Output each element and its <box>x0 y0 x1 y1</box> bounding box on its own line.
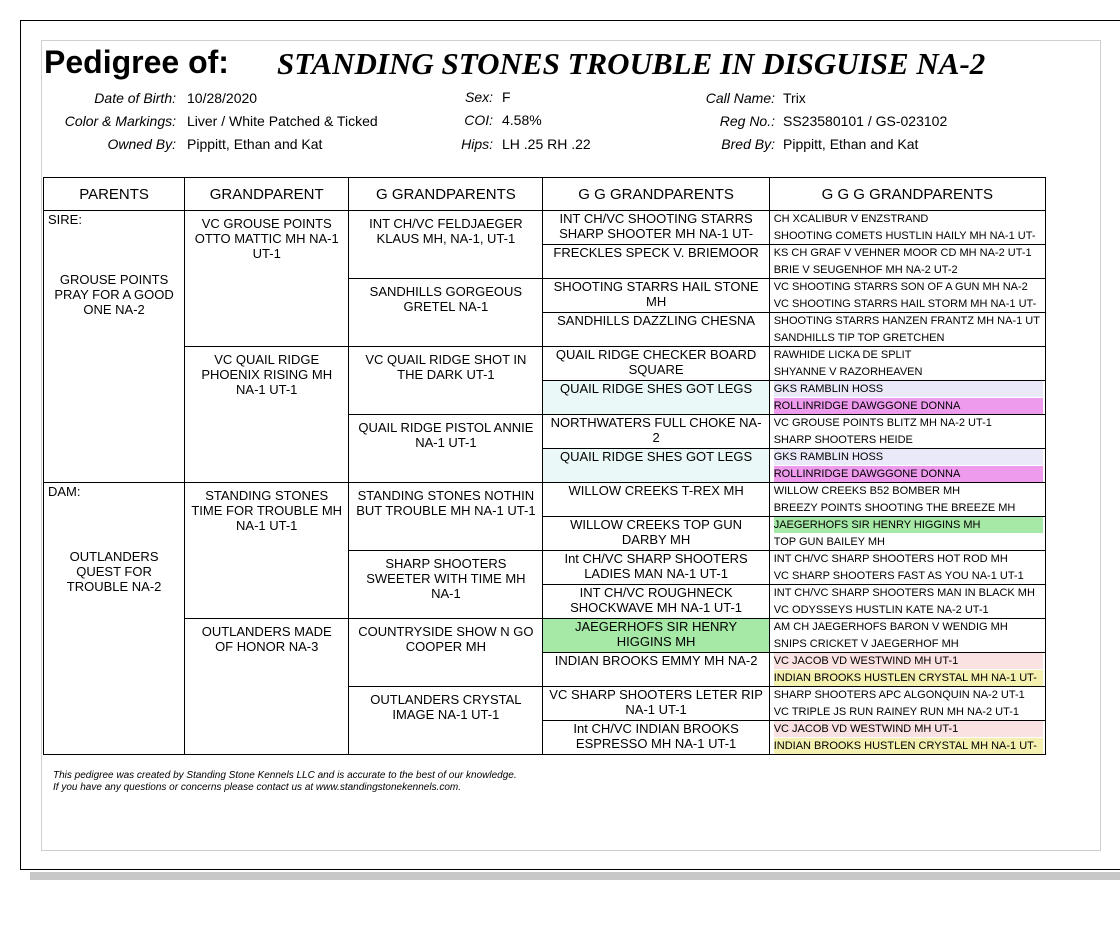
ggg-grandparent-name: SHOOTING STARRS HANZEN FRANTZ MH NA-1 UT <box>773 315 1040 327</box>
ggg-grandparent-name: RAWHIDE LICKA DE SPLIT <box>773 349 912 361</box>
ggg-grandparent-name: INDIAN BROOKS HUSTLEN CRYSTAL MH NA-1 UT- <box>774 670 1043 686</box>
hips-label: Hips: <box>461 136 493 152</box>
sex-label: Sex: <box>464 89 493 105</box>
sire-cell <box>44 211 185 483</box>
ggg-grandparent-name: INT CH/VC SHARP SHOOTERS HOT ROD MH <box>773 553 1008 565</box>
ggg-grandparent-name: SHARP SHOOTERS APC ALGONQUIN NA-2 UT-1 <box>773 689 1025 701</box>
dob-value: 10/28/2020 <box>187 90 258 106</box>
g-grandparent-cell: STANDING STONES NOTHIN BUT TROUBLE MH NA-1 UT-1 <box>349 483 543 551</box>
gg-grandparent-name: FRECKLES SPECK V. BRIEMOOR <box>553 245 759 260</box>
ggg-grandparent-cell <box>769 415 1045 432</box>
header-row <box>44 178 1046 211</box>
dog-name-title: STANDING STONES TROUBLE IN DISGUISE NA-2 <box>277 46 986 81</box>
dam-cell <box>44 483 185 755</box>
ggg-grandparent-name: ROLLINRIDGE DAWGGONE DONNA <box>774 466 1043 482</box>
g-grandparent-cell: VC QUAIL RIDGE SHOT IN THE DARK UT-1 <box>349 347 543 415</box>
ggg-grandparent-name: VC SHARP SHOOTERS FAST AS YOU NA-1 UT-1 <box>773 569 1024 582</box>
g-grandparent-cell: SHARP SHOOTERS SWEETER WITH TIME MH NA-1 <box>349 551 543 619</box>
ggg-grandparent-cell <box>769 500 1045 517</box>
ggg-grandparent-cell <box>769 636 1045 653</box>
ggg-grandparent-name: SHARP SHOOTERS HEIDE <box>773 433 913 446</box>
col-header-ggg-grandparents: G G G GRANDPARENTS <box>769 178 1045 211</box>
ggg-grandparent-name: INDIAN BROOKS HUSTLEN CRYSTAL MH NA-1 UT- <box>774 738 1043 754</box>
pedigree-row <box>44 211 1046 228</box>
footer-line-1: This pedigree was created by Standing Stone Kennels LLC and is accurate to the best of our knowledge. <box>53 770 517 781</box>
sex-value: F <box>502 89 511 105</box>
gg-grandparent-name: INDIAN BROOKS EMMY MH NA-2 <box>554 653 758 668</box>
ggg-grandparent-name: KS CH GRAF V VEHNER MOOR CD MH NA-2 UT-1 <box>773 247 1032 259</box>
ggg-grandparent-cell <box>769 551 1045 568</box>
ggg-grandparent-cell <box>769 347 1045 364</box>
ggg-grandparent-name: BRIE V SEUGENHOF MH NA-2 UT-2 <box>773 263 958 276</box>
pedigree-row <box>44 483 1046 500</box>
ggg-grandparent-cell <box>769 704 1045 721</box>
col-header-grandparent: GRANDPARENT <box>185 178 349 211</box>
ggg-grandparent-cell <box>769 228 1045 245</box>
pedigree-row <box>44 347 1046 364</box>
ggg-grandparent-name: GKS RAMBLIN HOSS <box>774 381 1043 397</box>
ggg-grandparent-name: VC JACOB VD WESTWIND MH UT-1 <box>774 721 1043 737</box>
pedigree-row <box>44 619 1046 636</box>
gg-grandparent-cell <box>543 653 769 687</box>
ggg-grandparent-cell <box>769 738 1045 755</box>
ggg-grandparent-cell <box>769 449 1045 466</box>
pedigree-table <box>43 177 1046 755</box>
ggg-grandparent-cell <box>769 483 1045 500</box>
ggg-grandparent-cell <box>769 262 1045 279</box>
reg-no-label: Reg No.: <box>719 113 775 129</box>
ggg-grandparent-cell <box>769 296 1045 313</box>
gg-grandparent-cell <box>543 313 769 347</box>
call-name-value: Trix <box>783 90 806 106</box>
gg-grandparent-cell <box>543 687 769 721</box>
ggg-grandparent-name: GKS RAMBLIN HOSS <box>774 449 1043 465</box>
ggg-grandparent-name: WILLOW CREEKS B52 BOMBER MH <box>773 485 961 497</box>
dam-label: DAM: <box>48 484 81 499</box>
ggg-grandparent-name: VC SHOOTING STARRS SON OF A GUN MH NA-2 <box>773 281 1028 293</box>
g-grandparent-cell: QUAIL RIDGE PISTOL ANNIE NA-1 UT-1 <box>349 415 543 483</box>
owned-label: Owned By: <box>107 136 176 152</box>
ggg-grandparent-name: JAEGERHOFS SIR HENRY HIGGINS MH <box>774 517 1043 533</box>
ggg-grandparent-cell <box>769 653 1045 670</box>
gg-grandparent-name: QUAIL RIDGE SHES GOT LEGS <box>560 381 753 396</box>
gg-grandparent-name: NORTHWATERS FULL CHOKE NA-2 <box>550 415 762 445</box>
gg-grandparent-name: INT CH/VC SHOOTING STARRS SHARP SHOOTER MH NA-1 UT- <box>559 211 754 241</box>
gg-grandparent-cell <box>543 585 769 619</box>
gg-grandparent-name: SHOOTING STARRS HAIL STONE MH <box>553 279 759 309</box>
ggg-grandparent-name: SANDHILLS TIP TOP GRETCHEN <box>773 331 945 344</box>
gg-grandparent-name: INT CH/VC ROUGHNECK SHOCKWAVE MH NA-1 UT-1 <box>570 585 743 615</box>
g-grandparent-cell: SANDHILLS GORGEOUS GRETEL NA-1 <box>349 279 543 347</box>
ggg-grandparent-name: VC JACOB VD WESTWIND MH UT-1 <box>774 653 1043 669</box>
call-name-label: Call Name: <box>705 90 775 106</box>
dam-name: OUTLANDERS QUEST FOR TROUBLE NA-2 <box>66 549 162 594</box>
grandparent-cell: VC QUAIL RIDGE PHOENIX RISING MH NA-1 UT-1 <box>185 347 349 483</box>
ggg-grandparent-cell <box>769 466 1045 483</box>
gg-grandparent-cell <box>543 245 769 279</box>
ggg-grandparent-name: SHOOTING COMETS HUSTLIN HAILY MH NA-1 UT- <box>773 229 1036 242</box>
ggg-grandparent-name: TOP GUN BAILEY MH <box>773 535 885 548</box>
ggg-grandparent-cell <box>769 602 1045 619</box>
color-value: Liver / White Patched & Ticked <box>187 113 378 129</box>
grandparent-cell: STANDING STONES TIME FOR TROUBLE MH NA-1 UT-1 <box>185 483 349 619</box>
ggg-grandparent-name: ROLLINRIDGE DAWGGONE DONNA <box>774 398 1043 414</box>
gg-grandparent-cell <box>543 551 769 585</box>
gg-grandparent-cell <box>543 517 769 551</box>
ggg-grandparent-cell <box>769 432 1045 449</box>
ggg-grandparent-name: VC GROUSE POINTS BLITZ MH NA-2 UT-1 <box>773 417 992 429</box>
ggg-grandparent-cell <box>769 517 1045 534</box>
gg-grandparent-name: QUAIL RIDGE SHES GOT LEGS <box>560 449 753 464</box>
color-label: Color & Markings: <box>64 113 176 129</box>
gg-grandparent-name: QUAIL RIDGE CHECKER BOARD SQUARE <box>555 347 757 377</box>
ggg-grandparent-name: CH XCALIBUR V ENZSTRAND <box>773 213 929 225</box>
ggg-grandparent-cell <box>769 381 1045 398</box>
ggg-grandparent-cell <box>769 245 1045 262</box>
gg-grandparent-cell <box>543 483 769 517</box>
dob-label: Date of Birth: <box>94 90 176 106</box>
gg-grandparent-cell <box>543 721 769 755</box>
gg-grandparent-name: WILLOW CREEKS T-REX MH <box>568 483 744 498</box>
gg-grandparent-name: JAEGERHOFS SIR HENRY HIGGINS MH <box>574 619 738 649</box>
gg-grandparent-cell <box>543 381 769 415</box>
ggg-grandparent-name: BREEZY POINTS SHOOTING THE BREEZE MH <box>773 501 1016 514</box>
ggg-grandparent-cell <box>769 279 1045 296</box>
gg-grandparent-name: Int CH/VC SHARP SHOOTERS LADIES MAN NA-1 UT-1 <box>564 551 748 581</box>
owned-value: Pippitt, Ethan and Kat <box>187 136 323 152</box>
gg-grandparent-name: WILLOW CREEKS TOP GUN DARBY MH <box>570 517 743 547</box>
sire-label: SIRE: <box>48 212 82 227</box>
ggg-grandparent-cell <box>769 534 1045 551</box>
grandparent-cell: VC GROUSE POINTS OTTO MATTIC MH NA-1 UT-1 <box>185 211 349 347</box>
gg-grandparent-cell <box>543 279 769 313</box>
gg-grandparent-cell <box>543 449 769 483</box>
g-grandparent-cell: OUTLANDERS CRYSTAL IMAGE NA-1 UT-1 <box>349 687 543 755</box>
gg-grandparent-cell <box>543 347 769 381</box>
col-header-gg-grandparents: G G GRANDPARENTS <box>543 178 769 211</box>
gg-grandparent-name: VC SHARP SHOOTERS LETER RIP NA-1 UT-1 <box>549 687 763 717</box>
title-lead: Pedigree of: <box>44 44 229 80</box>
ggg-grandparent-name: AM CH JAEGERHOFS BARON V WENDIG MH <box>773 621 1008 633</box>
col-header-parents: PARENTS <box>44 178 185 211</box>
page-shadow <box>30 872 1120 880</box>
ggg-grandparent-cell <box>769 568 1045 585</box>
grandparent-cell: OUTLANDERS MADE OF HONOR NA-3 <box>185 619 349 755</box>
ggg-grandparent-cell <box>769 211 1045 228</box>
ggg-grandparent-name: VC ODYSSEYS HUSTLIN KATE NA-2 UT-1 <box>773 603 989 616</box>
g-grandparent-cell: INT CH/VC FELDJAEGER KLAUS MH, NA-1, UT-1 <box>349 211 543 279</box>
reg-no-value: SS23580101 / GS-023102 <box>783 113 948 129</box>
ggg-grandparent-cell <box>769 619 1045 636</box>
ggg-grandparent-cell <box>769 687 1045 704</box>
ggg-grandparent-cell <box>769 398 1045 415</box>
ggg-grandparent-name: INT CH/VC SHARP SHOOTERS MAN IN BLACK MH <box>773 587 1035 599</box>
gg-grandparent-cell <box>543 619 769 653</box>
bred-by-label: Bred By: <box>721 136 775 152</box>
ggg-grandparent-name: SHYANNE V RAZORHEAVEN <box>773 365 923 378</box>
ggg-grandparent-cell <box>769 330 1045 347</box>
ggg-grandparent-name: VC SHOOTING STARRS HAIL STORM MH NA-1 UT- <box>773 297 1037 310</box>
ggg-grandparent-cell <box>769 670 1045 687</box>
gg-grandparent-cell <box>543 211 769 245</box>
hips-value: LH .25 RH .22 <box>502 136 591 152</box>
gg-grandparent-cell <box>543 415 769 449</box>
coi-label: COI: <box>464 112 493 128</box>
footer-line-2: If you have any questions or concerns please contact us at www.standingstonekennels.com. <box>53 782 462 793</box>
ggg-grandparent-name: SNIPS CRICKET V JAEGERHOF MH <box>773 637 959 650</box>
g-grandparent-cell: COUNTRYSIDE SHOW N GO COOPER MH <box>349 619 543 687</box>
ggg-grandparent-cell <box>769 313 1045 330</box>
gg-grandparent-name: Int CH/VC INDIAN BROOKS ESPRESSO MH NA-1 UT-1 <box>573 721 739 751</box>
col-header-g-grandparents: G GRANDPARENTS <box>349 178 543 211</box>
ggg-grandparent-cell <box>769 585 1045 602</box>
gg-grandparent-name: SANDHILLS DAZZLING CHESNA <box>557 313 756 328</box>
ggg-grandparent-cell <box>769 364 1045 381</box>
ggg-grandparent-cell <box>769 721 1045 738</box>
bred-by-value: Pippitt, Ethan and Kat <box>783 136 919 152</box>
ggg-grandparent-name: VC TRIPLE JS RUN RAINEY RUN MH NA-2 UT-1 <box>773 705 1020 718</box>
coi-value: 4.58% <box>502 112 542 128</box>
sire-name: GROUSE POINTS PRAY FOR A GOOD ONE NA-2 <box>54 272 174 317</box>
